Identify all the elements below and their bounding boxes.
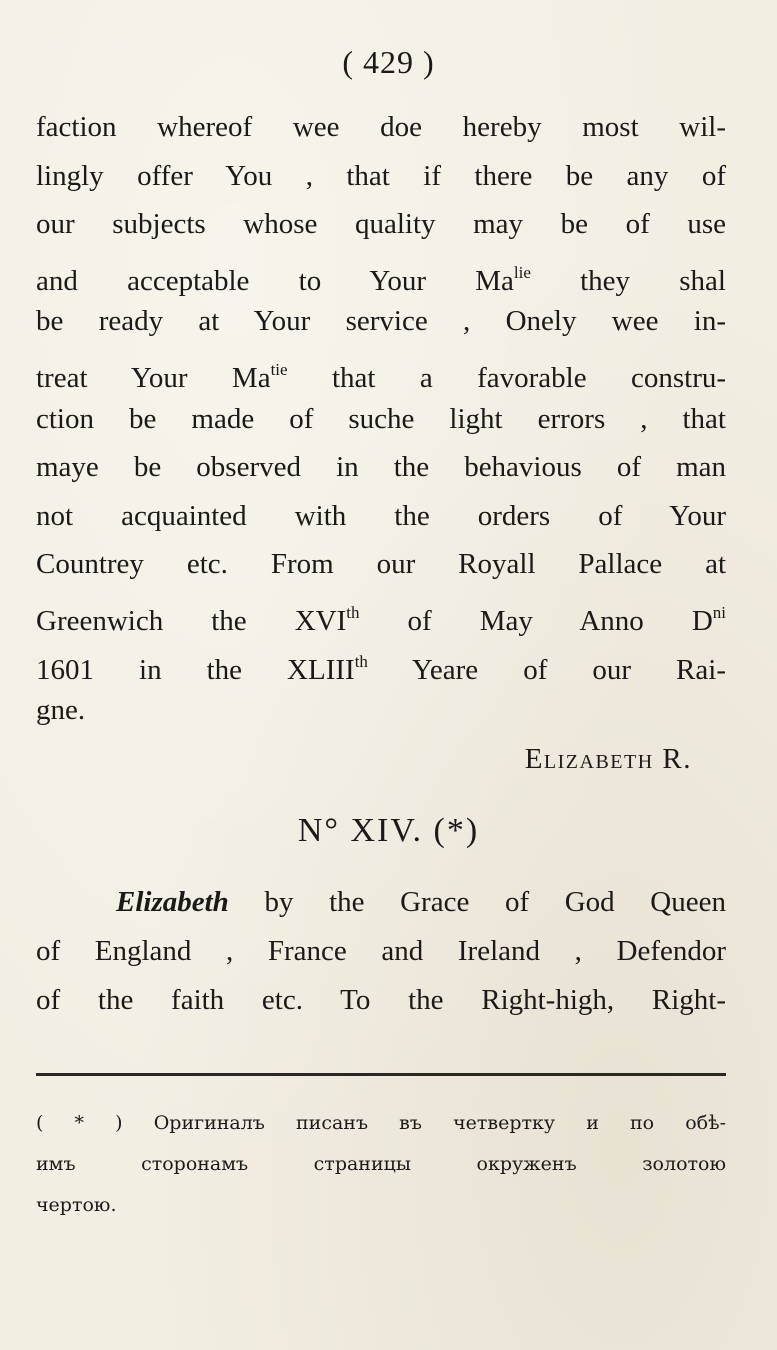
body-line-12 [36, 638, 726, 687]
letter-opening [36, 878, 726, 1025]
body-line-6-superscript: tie [270, 359, 288, 379]
body-line-12-end: Yeare of our Rai- [367, 653, 726, 686]
footnote-line-2: имъ сторонамъ страницы окруженъ золотою [36, 1153, 726, 1175]
body-line-4 [36, 249, 726, 298]
body-line-13: gne. [36, 694, 86, 727]
body-line-7: ction be made of suche light errors , that [36, 402, 726, 435]
body-line-3: our subjects whose quality may be of use [36, 208, 726, 241]
body-line-10: Countrey etc. From our Royall Pallace at [36, 548, 726, 581]
body-line-6-end: that a favorable constru- [287, 361, 727, 394]
letter-body [36, 103, 726, 783]
body-line-6-start: treat Your Ma [36, 361, 271, 394]
body-line-12-start: 1601 in the XLIII [36, 653, 355, 686]
body-line-4-start: and acceptable to Your Ma [36, 264, 514, 297]
body-line-11-superscript-2: ni [712, 602, 726, 622]
body-line-5: be ready at Your service , Onely wee in- [36, 305, 726, 338]
body-line-9: not acquainted with the orders of Your [36, 499, 726, 532]
opening-name: Elizabeth [116, 886, 229, 918]
opening-line-1 [36, 878, 726, 927]
body-line-11-start: Greenwich the XVI [36, 604, 347, 637]
body-line-11-superscript-1: th [346, 602, 360, 622]
footnote [36, 1103, 726, 1226]
footnote-line-1: ( * ) Оригиналъ писанъ въ четвертку и по обѣ- [36, 1112, 726, 1134]
footnote-line-3: чертою. [36, 1194, 117, 1216]
body-line-11-middle: of May Anno D [359, 604, 713, 637]
body-line-1: faction whereof wee doe hereby most wil- [36, 111, 726, 143]
opening-line-1-rest: by the Grace of God Queen [228, 886, 726, 918]
page-number: ( 429 ) [342, 44, 435, 80]
section-heading: N° XIV. (*) [297, 812, 480, 849]
body-line-11 [36, 589, 726, 638]
signature: Elizabeth R. [524, 742, 692, 775]
body-line-12-superscript: th [354, 651, 368, 671]
body-line-2: lingly offer You , that if there be any of [36, 159, 726, 192]
footnote-divider [36, 1073, 726, 1076]
body-line-4-superscript: lie [513, 262, 531, 282]
opening-line-2: of England , France and Ireland , Defendor [36, 935, 726, 967]
body-line-4-end: they shal [530, 264, 726, 297]
opening-line-3: of the faith etc. To the Right-high, Right- [36, 984, 726, 1016]
body-line-8: maye be observed in the behavious of man [36, 451, 726, 484]
body-line-6 [36, 346, 726, 395]
